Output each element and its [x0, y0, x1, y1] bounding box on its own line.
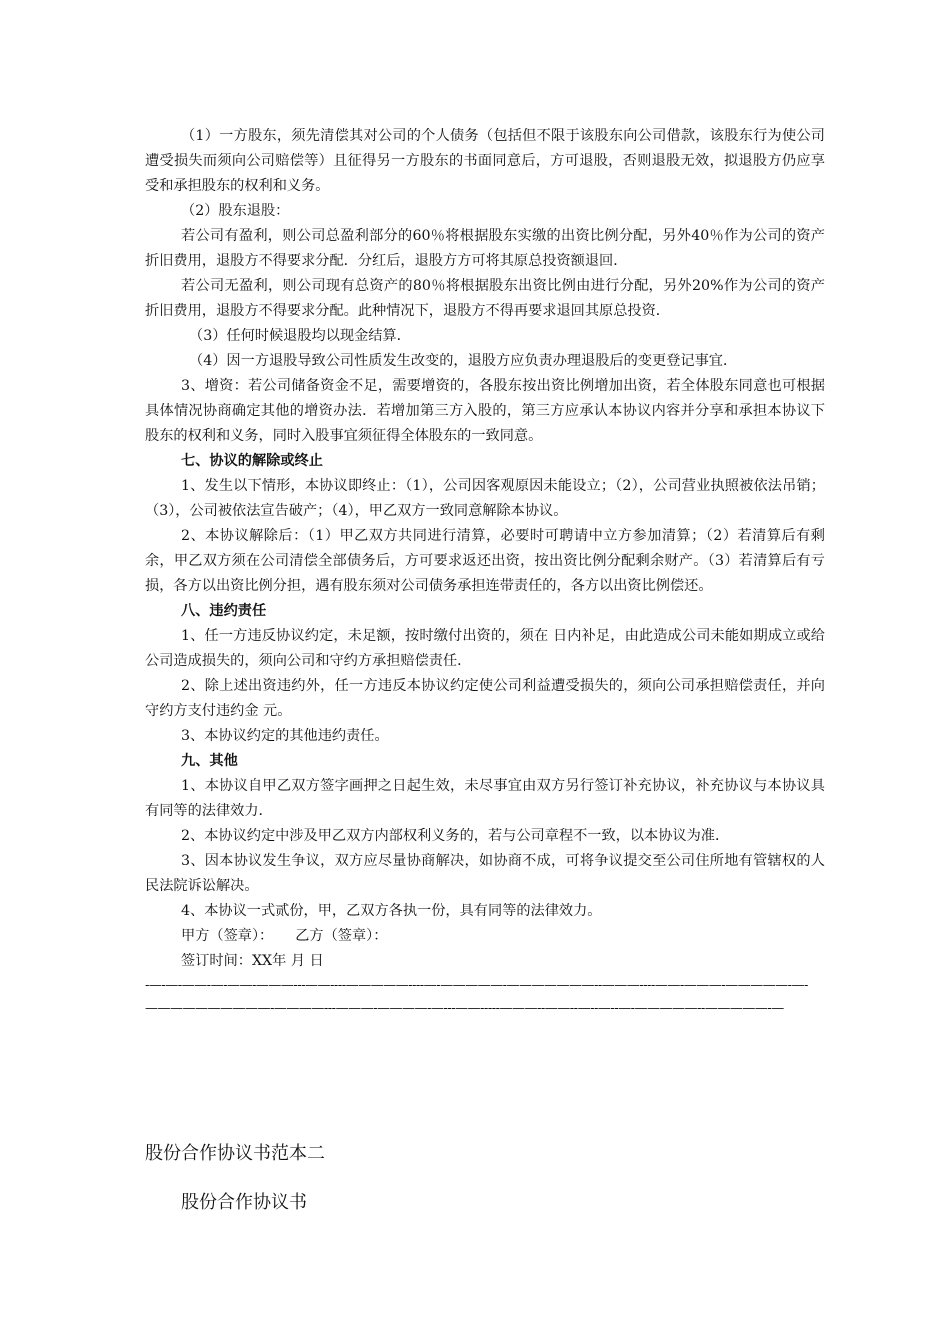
- separator-line: -—-—-——-—-——-———---——----—————----—-—————-———————--———----——-———-—————-—-——————————-————---———-————-—---——-----———--——--—--—--—-—————--—————-—: [145, 978, 808, 1016]
- sign-date-line: 签订时间：XX年 月 日: [181, 953, 324, 969]
- paragraph: （3）任何时候退股均以现金结算．: [189, 328, 411, 344]
- paragraph: （1）一方股东，须先清偿其对公司的个人债务（包括但不限于该股东向公司借款，该股东行为使公司遭受损失而须向公司赔偿等）且征得另一方股东的书面同意后，方可退股，否则退股无效，拟退股方仍应享受和承担股东的权利和义务。: [145, 128, 825, 194]
- sample-title: 股份合作协议书范本二: [145, 1143, 325, 1164]
- paragraph: 2、本协议解除后：（1）甲乙双方共同进行清算，必要时可聘请中立方参加清算；（2）若清算后有剩余，甲乙双方须在公司清偿全部债务后，方可要求返还出资，按出资比例分配剩余财产。（3）若清算后有亏损，各方以出资比例分担，遇有股东须对公司债务承担连带责任的，各方以出资比例偿还。: [145, 528, 825, 594]
- paragraph: 4、本协议一式贰份，甲，乙双方各执一份，具有同等的法律效力。: [181, 903, 602, 919]
- paragraph: 3、增资：若公司储备资金不足，需要增资的，各股东按出资比例增加出资，若全体股东同意也可根据具体情况协商确定其他的增资办法．若增加第三方入股的，第三方应承认本协议内容并分享和承担本协议下股东的权利和义务，同时入股事宜须征得全体股东的一致同意。: [145, 378, 825, 444]
- paragraph: 3、因本协议发生争议，双方应尽量协商解决，如协商不成，可将争议提交至公司住所地有管辖权的人民法院诉讼解决。: [145, 853, 825, 894]
- paragraph: 2、除上述出资违约外，任一方违反本协议约定使公司利益遭受损失的，须向公司承担赔偿责任，并向守约方支付违约金 元。: [145, 678, 825, 719]
- paragraph: 若公司有盈利，则公司总盈利部分的60％将根据股东实缴的出资比例分配，另外40％作为公司的资产折旧费用，退股方不得要求分配．分红后，退股方方可将其原总投资额退回．: [145, 228, 825, 269]
- section-heading: 九、其他: [181, 753, 238, 769]
- paragraph: 1、任一方违反协议约定，未足额，按时缴付出资的，须在 日内补足，由此造成公司未能如期成立或给公司造成损失的，须向公司和守约方承担赔偿责任．: [145, 628, 825, 669]
- paragraph: 若公司无盈利，则公司现有总资产的80％将根据股东出资比例由进行分配，另外20%作为公司的资产折旧费用，退股方不得要求分配。此种情况下，退股方不得再要求退回其原总投资．: [145, 278, 825, 319]
- document-title: 股份合作协议书: [181, 1192, 307, 1213]
- document-body: [145, 124, 825, 1020]
- paragraph: （4）因一方退股导致公司性质发生改变的，退股方应负责办理退股后的变更登记事宜．: [189, 353, 738, 369]
- party-a-signature-label: 甲方（签章）：: [181, 928, 274, 944]
- section-heading: 七、协议的解除或终止: [181, 453, 323, 469]
- paragraph: 2、本协议约定中涉及甲乙双方内部权利义务的，若与公司章程不一致，以本协议为准．: [181, 828, 730, 844]
- paragraph: 1、发生以下情形，本协议即终止：（1），公司因客观原因未能设立；（2），公司营业执照被依法吊销；（3），公司被依法宣告破产；（4），甲乙双方一致同意解除本协议。: [145, 478, 825, 519]
- party-b-signature-label: 乙方（签章）：: [295, 928, 388, 944]
- paragraph: （2）股东退股：: [181, 203, 290, 219]
- signature-line: [145, 924, 825, 949]
- paragraph: 1、本协议自甲乙双方签字画押之日起生效，未尽事宜由双方另行签订补充协议，补充协议与本协议具有同等的法律效力．: [145, 778, 825, 819]
- paragraph: 3、本协议约定的其他违约责任。: [181, 728, 389, 744]
- section-heading: 八、违约责任: [181, 603, 267, 619]
